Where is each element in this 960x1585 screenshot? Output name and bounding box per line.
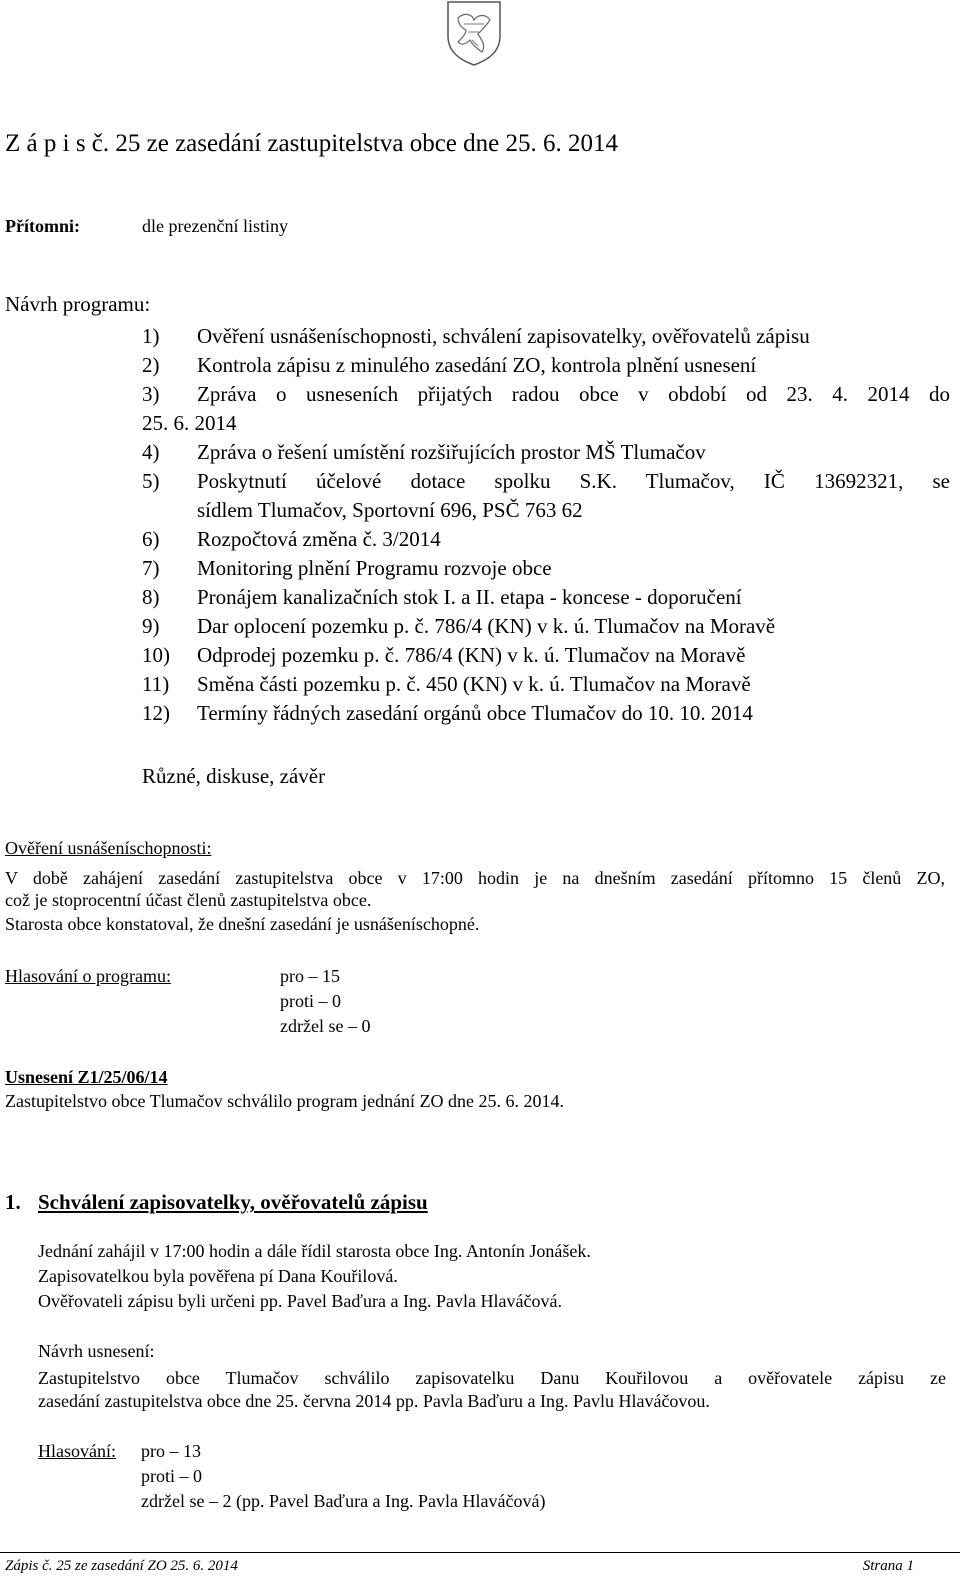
section-1-p2: Zapisovatelkou byla pověřena pí Dana Kouřilová. <box>38 1266 398 1286</box>
program-item: 3) Zpráva o usneseních přijatých radou obce v období od 23. 4. 2014 do <box>142 382 950 406</box>
quorum-line-2: což je stoprocentní účast členů zastupitelstva obce. <box>5 890 372 910</box>
program-item: 6) Rozpočtová změna č. 3/2014 <box>142 527 441 551</box>
section-1-vote-abstain: zdržel se – 2 (pp. Pavel Baďura a Ing. Pavla Hlaváčová) <box>141 1491 546 1511</box>
section-1-p1: Jednání zahájil v 17:00 hodin a dále řídil starosta obce Ing. Antonín Jonášek. <box>38 1241 591 1261</box>
section-1-p3: Ověřovateli zápisu byli určeni pp. Pavel Baďura a Ing. Pavla Hlaváčová. <box>38 1291 562 1311</box>
municipal-crest-icon <box>444 0 504 66</box>
program-item: 11) Směna části pozemku p. č. 450 (KN) v k. ú. Tlumačov na Moravě <box>142 672 751 696</box>
program-item-continuation: 25. 6. 2014 <box>142 411 237 435</box>
program-item: 2) Kontrola zápisu z minulého zasedání ZO, kontrola plnění usnesení <box>142 353 757 377</box>
program-list <box>142 322 950 728</box>
vote-program-for: pro – 15 <box>280 966 340 986</box>
program-item: 8) Pronájem kanalizačních stok I. a II. etapa - koncese - doporučení <box>142 585 742 609</box>
program-item: 5) Poskytnutí účelové dotace spolku S.K. Tlumačov, IČ 13692321, se <box>142 469 950 493</box>
section-1-vote-label: Hlasování: <box>38 1441 116 1461</box>
section-1-vote-for: pro – 13 <box>141 1441 201 1461</box>
proposal-line-1: Zastupitelstvo obce Tlumačov schválilo zapisovatelku Danu Kouřilovou a ověřovatele zápisu ze <box>38 1368 946 1388</box>
quorum-line-1: V době zahájení zasedání zastupitelstva obce v 17:00 hodin je na dnešním zasedání přítomno 15 členů ZO, <box>5 868 945 888</box>
section-1-number: 1. <box>5 1190 21 1214</box>
section-1-heading: Schválení zapisovatelky, ověřovatelů zápisu <box>38 1190 428 1214</box>
program-item: 4) Zpráva o řešení umístění rozšiřujících prostor MŠ Tlumačov <box>142 440 706 464</box>
vote-program-against: proti – 0 <box>280 991 341 1011</box>
program-item-continuation: sídlem Tlumačov, Sportovní 696, PSČ 763 62 <box>197 498 583 522</box>
footer-page-number: Strana 1 <box>862 1558 914 1574</box>
program-item: 7) Monitoring plnění Programu rozvoje obce <box>142 556 552 580</box>
vote-program-abstain: zdržel se – 0 <box>280 1016 371 1036</box>
footer-divider <box>0 1552 960 1553</box>
resolution-text: Zastupitelstvo obce Tlumačov schválilo program jednání ZO dne 25. 6. 2014. <box>5 1091 565 1111</box>
vote-program-label: Hlasování o programu: <box>5 966 171 986</box>
misc-discussion: Různé, diskuse, závěr <box>142 764 326 788</box>
quorum-line-3: Starosta obce konstatoval, že dnešní zasedání je usnášeníschopné. <box>5 914 480 934</box>
resolution-heading: Usnesení Z1/25/06/14 <box>5 1067 168 1087</box>
section-1-vote-against: proti – 0 <box>141 1466 202 1486</box>
program-item: 10) Odprodej pozemku p. č. 786/4 (KN) v k. ú. Tlumačov na Moravě <box>142 643 746 667</box>
quorum-heading: Ověření usnášeníschopnosti: <box>5 838 212 858</box>
present-label: Přítomni: <box>5 216 80 236</box>
program-item: 9) Dar oplocení pozemku p. č. 786/4 (KN) v k. ú. Tlumačov na Moravě <box>142 614 776 638</box>
present-value: dle prezenční listiny <box>142 216 288 236</box>
program-item: 12) Termíny řádných zasedání orgánů obce Tlumačov do 10. 10. 2014 <box>142 701 753 725</box>
program-heading: Návrh programu: <box>5 292 151 316</box>
document-title: Z á p i s č. 25 ze zasedání zastupitelstva obce dne 25. 6. 2014 <box>5 130 619 157</box>
proposal-line-2: zasedání zastupitelstva obce dne 25. června 2014 pp. Pavla Baďuru a Ing. Pavlu Hlaváčovou. <box>38 1391 710 1411</box>
proposal-label: Návrh usnesení: <box>38 1341 155 1361</box>
footer-left: Zápis č. 25 ze zasedání ZO 25. 6. 2014 <box>5 1558 238 1574</box>
program-item: 1) Ověření usnášeníschopnosti, schválení zapisovatelky, ověřovatelů zápisu <box>142 324 810 348</box>
